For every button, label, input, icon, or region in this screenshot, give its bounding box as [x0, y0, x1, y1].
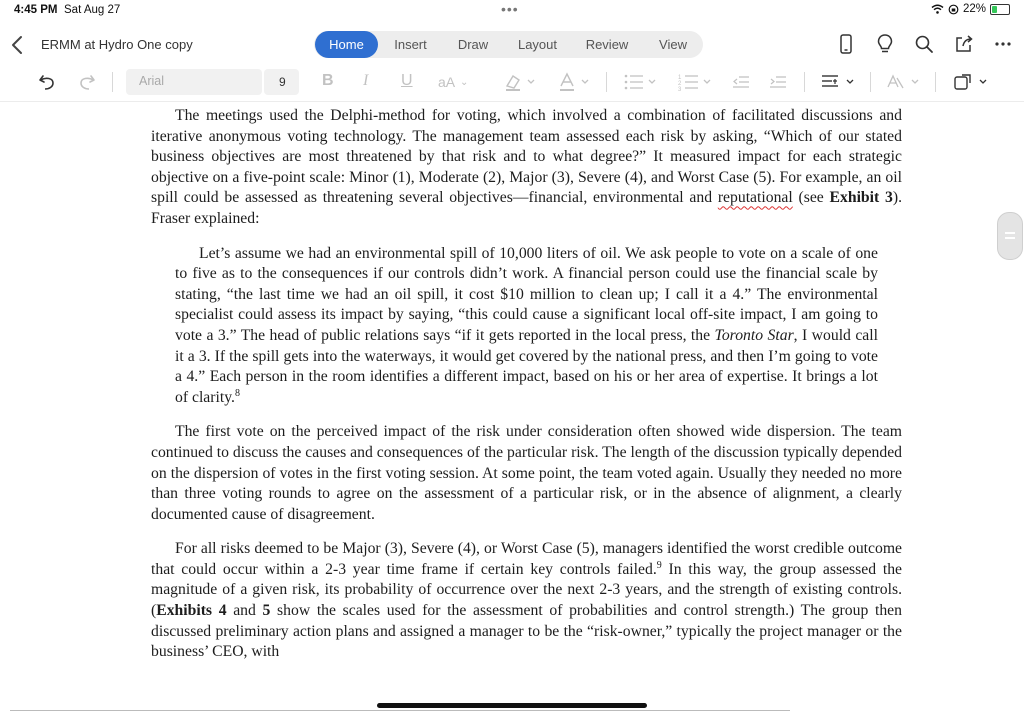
tab-review[interactable]: Review [585, 37, 629, 52]
font-size-value: 9 [279, 75, 286, 89]
tab-layout[interactable]: Layout [517, 37, 558, 52]
paragraph-2: The first vote on the perceived impact of the risk under consideration often showed wide dispersion. The team continued to discuss the causes and consequences of the particular risk. The length of the discussion typically depended on the dispersion of votes in the first voting session. At some point, the team voted again. Usually they needed no more than three voting rounds to agree on the assessment of a particular risk, or in the absence of alignment, a clearly documented cause of disagreement. [151, 423, 902, 523]
document-body[interactable] [151, 106, 902, 663]
styles-icon[interactable] [953, 72, 989, 92]
paragraph-1: The meetings used the Delphi-method for voting, which involved a combination of facilitated discussions and iterative anonymous voting technology. The management team assessed each risk by asking, “Which of our stated business objectives are most threatened by that risk and to what degree?” It measured impact for each strategic objective on a five-point scale: Minor (1), Moderate (2), Major (3), Severe (4), and Worst Case (5). For example, an oil spill could be assessed as threatening several objectives—financial, environmental and reputational (see Exhibit 3). Fraser explained: [151, 107, 902, 227]
tab-home[interactable]: Home [315, 31, 378, 58]
scroll-handle[interactable] [997, 212, 1023, 260]
share-icon[interactable] [953, 33, 975, 55]
font-size-adjust-button[interactable]: aA [438, 74, 456, 90]
font-size-field[interactable] [264, 69, 299, 95]
search-icon[interactable] [913, 33, 935, 55]
ribbon-tabs [314, 31, 703, 58]
svg-text:2: 2 [678, 81, 682, 87]
decrease-indent-icon[interactable] [732, 73, 750, 91]
toolbar-separator [804, 72, 805, 92]
chevron-down-icon[interactable]: ⌄ [460, 77, 469, 88]
quote-paragraph: Let’s assume we had an environmental spill of 10,000 liters of oil. We ask people to vote on a scale of one to five as to the consequences if our controls didn’t work. A financial person could use the financial scale by stating, “the last time we had an oil spill, it cost $10 million to clean up; I call it a 4.” The environmental specialist could assess its impact by saying, “this could cause a significant local off-site impact, I am going to vote a 3.” The head of public relations says “if it gets reported in the local press, the Toronto Star, I would call it a 3. If the spill gets into the waterways, it would get covered by the national press, and then I’m going to vote a 4.” Each person in the room identifies a different impact, based on his or her area of expertise. It brings a lot of clarity.$^8$ [175, 244, 878, 406]
status-bar [0, 0, 1024, 24]
toolbar-divider [0, 101, 1024, 102]
home-indicator[interactable] [377, 703, 647, 708]
font-color-icon[interactable] [558, 72, 590, 92]
document-title: ERMM at Hydro One copy [41, 37, 193, 52]
italic-button[interactable]: I [363, 72, 369, 89]
status-time: 4:45 PM [14, 4, 58, 16]
page-edge [10, 710, 790, 711]
multitasking-dots-icon[interactable]: ••• [501, 1, 519, 17]
highlight-icon[interactable] [504, 72, 536, 92]
tab-draw[interactable]: Draw [457, 37, 489, 52]
increase-indent-icon[interactable] [769, 73, 787, 91]
font-name-value: Arial [139, 74, 165, 88]
font-name-field[interactable] [126, 69, 262, 95]
battery-percent: 22% [962, 3, 986, 15]
underline-button[interactable]: U [401, 72, 413, 89]
paragraph-align-icon[interactable] [820, 72, 856, 92]
svg-text:1: 1 [678, 75, 682, 81]
more-options-icon[interactable] [992, 33, 1014, 55]
wifi-icon [931, 4, 944, 14]
status-date: Sat Aug 27 [64, 4, 121, 16]
toolbar-separator [606, 72, 607, 92]
numbered-list-icon[interactable] [678, 72, 712, 92]
toolbar-separator [870, 72, 871, 92]
undo-icon[interactable] [37, 72, 57, 92]
toolbar-separator [935, 72, 936, 92]
orientation-lock-icon [948, 4, 959, 15]
tab-view[interactable]: View [659, 37, 687, 52]
battery-icon [990, 4, 1010, 15]
spelling-flag[interactable]: reputational [717, 189, 793, 207]
paragraph-3: For all risks deemed to be Major (3), Severe (4), or Worst Case (5), managers identified the worst credible outcome that could occur within a 2-3 year time frame if certain key controls failed.$^9$ In this way, the group assessed the magnitude of a given risk, its probability of occurrence over the next 2-3 years, and the strength of existing controls. (Exhibits 4 and 5 show the scales used for the assessment of probabilities and control strength.) The group then discussed preliminary action plans and assigned a manager to be the “risk-owner,” typically the project manager or the business’ CEO, with [151, 540, 903, 661]
redo-icon[interactable] [77, 72, 97, 92]
svg-text:3: 3 [678, 87, 682, 92]
toolbar-separator [112, 72, 113, 92]
clear-formatting-icon[interactable] [885, 72, 921, 92]
bold-button[interactable]: B [322, 72, 334, 89]
tab-insert[interactable]: Insert [394, 37, 427, 52]
back-chevron-icon[interactable] [8, 33, 28, 57]
mobile-view-icon[interactable] [835, 33, 857, 55]
status-indicators [931, 3, 1010, 15]
lightbulb-icon[interactable] [874, 33, 896, 55]
bullet-list-icon[interactable] [623, 72, 657, 92]
